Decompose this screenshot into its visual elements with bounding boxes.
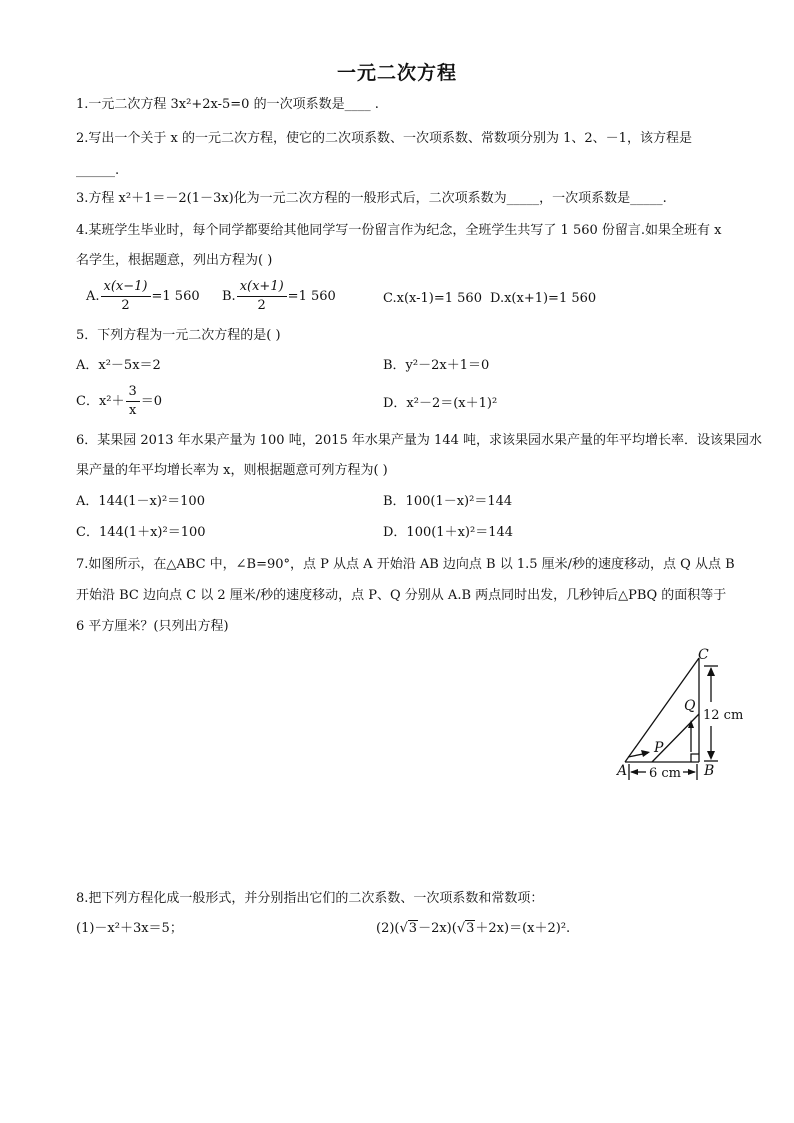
option-c-suffix: ＝0 bbox=[140, 394, 163, 409]
question-4-option-d: D.x(x+1)=1 560 bbox=[490, 291, 597, 306]
question-5-option-d: D．x²－2＝(x＋1)² bbox=[383, 396, 498, 411]
question-2-line-1: 2.写出一个关于 x 的一元二次方程，使它的二次项系数、一次项系数、常数项分别为 1、2、－1，该方程是 bbox=[76, 131, 692, 146]
side-ac bbox=[625, 658, 699, 762]
sqrt-3-first-radicand: 3 bbox=[408, 921, 418, 936]
question-6-option-a: A．144(1－x)²＝100 bbox=[76, 494, 205, 509]
question-4-line-1: 4.某班学生毕业时，每个同学都要给其他同学写一份留言作为纪念，全班学生共写了 1 560 份留言.如果全班有 x bbox=[76, 223, 722, 238]
dimension-arrow-up bbox=[707, 667, 715, 676]
question-1: 1.一元二次方程 3x²+2x-5=0 的一次项系数是____ . bbox=[76, 97, 379, 112]
option-c-denominator: x bbox=[128, 403, 137, 418]
question-7-line-3: 6 平方厘米？(只列出方程) bbox=[76, 619, 229, 634]
option-c-fraction bbox=[126, 383, 140, 420]
question-5-option-a: A．x²－5x＝2 bbox=[76, 358, 161, 373]
option-a-fraction bbox=[101, 278, 151, 315]
arrow-q-head bbox=[688, 720, 694, 728]
question-4-line-2: 名学生，根据题意，列出方程为( ) bbox=[76, 253, 273, 268]
question-6-line-1: 6．某果园 2013 年水果产量为 100 吨，2015 年水果产量为 144 吨，求该果园水果产量的年平均增长率．设该果园水 bbox=[76, 433, 762, 448]
question-3: 3.方程 x²＋1＝－2(1－3x)化为一元二次方程的一般形式后，二次项系数为_____，一次项系数是_____. bbox=[76, 191, 667, 206]
question-5-option-c bbox=[76, 383, 162, 420]
arrow-p-head bbox=[641, 750, 650, 757]
question-6-option-c: C．144(1＋x)²＝100 bbox=[76, 525, 206, 540]
sqrt-3-second-radicand: 3 bbox=[466, 921, 475, 936]
question-2-line-2: ______. bbox=[76, 163, 120, 178]
option-a-denominator: 2 bbox=[121, 298, 130, 313]
dimension-arrow-left bbox=[630, 769, 638, 775]
part-2-text-c: ＋2x)＝(x＋2)². bbox=[475, 921, 571, 936]
vertex-label-a: A bbox=[617, 763, 628, 779]
option-a-prefix: A. bbox=[86, 289, 100, 304]
dimension-label-ab: 6 cm bbox=[649, 766, 682, 781]
question-4-option-c: C.x(x-1)=1 560 bbox=[383, 291, 482, 306]
dimension-label-bc: 12 cm bbox=[703, 708, 744, 723]
vertex-label-q: Q bbox=[684, 698, 696, 714]
question-6-line-2: 果产量的年平均增长率为 x，则根据题意可列方程为( ) bbox=[76, 463, 388, 478]
option-b-suffix: =1 560 bbox=[287, 289, 336, 304]
vertex-label-p: P bbox=[654, 740, 664, 756]
arrow-p-direction bbox=[628, 753, 648, 757]
question-5-option-b: B．y²－2x＋1＝0 bbox=[383, 358, 490, 373]
option-a-suffix: =1 560 bbox=[151, 289, 200, 304]
option-c-numerator: 3 bbox=[126, 383, 140, 402]
option-a-numerator: x(x−1) bbox=[101, 278, 151, 297]
segment-pq bbox=[652, 714, 699, 762]
right-angle-mark bbox=[691, 754, 699, 762]
question-7-line-2: 开始沿 BC 边向点 C 以 2 厘米/秒的速度移动，点 P、Q 分别从 A.B 两点同时出发，几秒钟后△PBQ 的面积等于 bbox=[76, 588, 727, 603]
question-4-option-a bbox=[86, 278, 200, 315]
question-6-option-d: D．100(1＋x)²＝144 bbox=[383, 525, 514, 540]
question-8-part-2 bbox=[376, 920, 570, 938]
vertex-label-c: C bbox=[698, 647, 709, 663]
option-c-prefix: C．x²＋ bbox=[76, 394, 125, 409]
vertex-label-b: B bbox=[704, 763, 715, 779]
question-6-option-b: B．100(1－x)²＝144 bbox=[383, 494, 513, 509]
question-8-part-1: (1)－x²＋3x＝5； bbox=[76, 921, 183, 936]
option-b-prefix: B. bbox=[222, 289, 236, 304]
question-4-option-b bbox=[222, 278, 336, 315]
page-title: 一元二次方程 bbox=[336, 62, 457, 84]
dimension-arrow-down bbox=[707, 751, 715, 760]
option-b-denominator: 2 bbox=[257, 298, 266, 313]
question-8: 8.把下列方程化成一般形式，并分别指出它们的二次系数、一次项系数和常数项： bbox=[76, 891, 544, 906]
question-5: 5．下列方程为一元二次方程的是( ) bbox=[76, 328, 281, 343]
dimension-arrow-right bbox=[688, 769, 696, 775]
part-2-text-b: －2x)( bbox=[418, 921, 457, 936]
question-7-line-1: 7.如图所示，在△ABC 中，∠B=90°，点 P 从点 A 开始沿 AB 边向点 B 以 1.5 厘米/秒的速度移动，点 Q 从点 B bbox=[76, 557, 735, 572]
option-b-numerator: x(x+1) bbox=[237, 278, 287, 297]
part-2-text-a: (2)( bbox=[376, 921, 400, 936]
sqrt-3-first: √3 bbox=[399, 921, 418, 936]
option-b-fraction bbox=[237, 278, 287, 315]
sqrt-3-second: √3 bbox=[456, 921, 475, 936]
